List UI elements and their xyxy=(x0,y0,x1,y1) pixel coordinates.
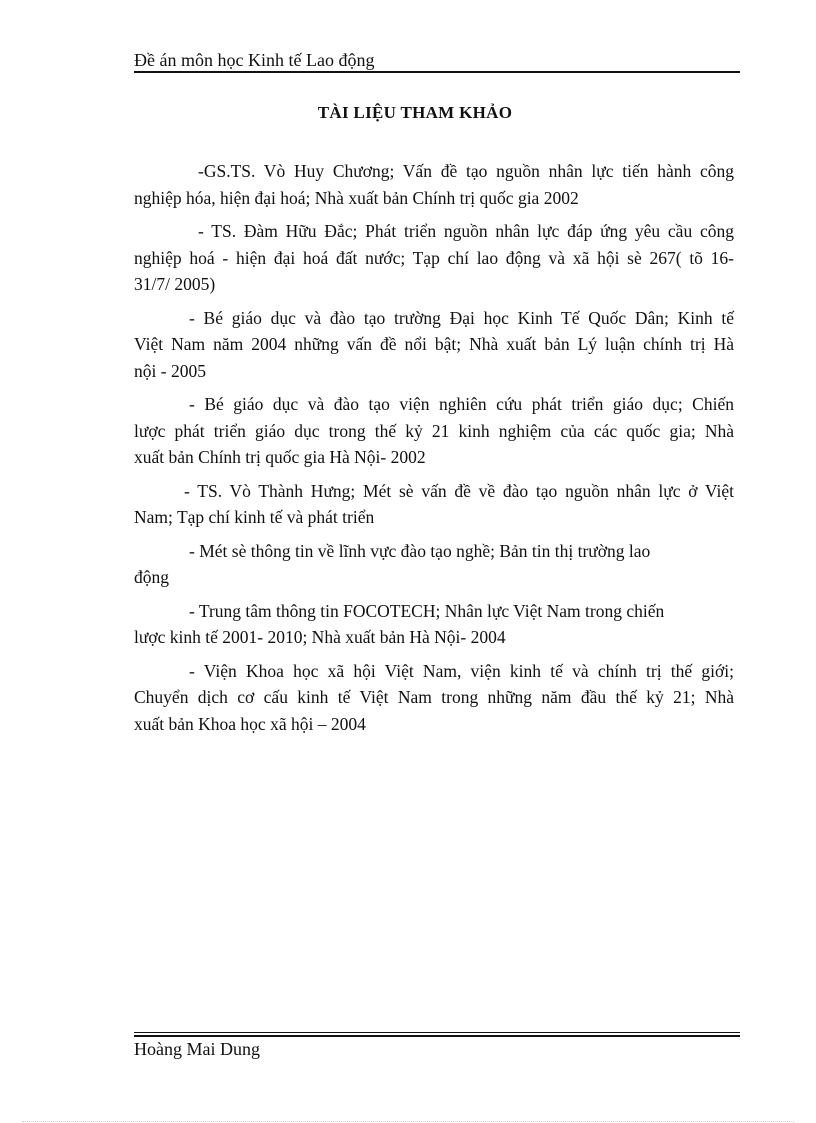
footer-rule xyxy=(134,1032,740,1033)
reference-line: Việt Nam năm 2004 những vấn đề nổi bật; Nhà xuất bản Lý luận chính trị Hà xyxy=(134,334,734,354)
reference-item xyxy=(134,658,734,738)
footer-author: Hoàng Mai Dung xyxy=(134,1039,260,1059)
reference-line: Nam; Tạp chí kinh tế và phát triển xyxy=(134,507,375,527)
reference-item xyxy=(134,305,734,385)
reference-item xyxy=(134,218,734,298)
reference-item xyxy=(134,598,734,651)
reference-line: lược phát triển giáo dục trong thế kỷ 21 kinh nghiệm của các quốc gia; Nhà xyxy=(134,420,734,441)
header-rule xyxy=(134,71,740,73)
reference-item xyxy=(134,538,734,591)
reference-line: - Bé giáo dục và đào tạo viện nghiên cứu phát triển giáo dục; Chiến xyxy=(189,394,734,414)
reference-line: nội - 2005 xyxy=(134,360,206,381)
reference-line: - Viện Khoa học xã hội Việt Nam, viện kinh tế và chính trị thế giới; xyxy=(189,660,734,681)
reference-line: động xyxy=(134,567,169,587)
reference-line: nghiệp hoá - hiện đại hoá đất nước; Tạp chí lao động và xã hội sè 267( tõ 16- xyxy=(134,247,734,268)
header-course-title: Đề án môn học Kinh tế Lao động xyxy=(134,50,375,70)
reference-line: 31/7/ 2005) xyxy=(134,274,216,294)
reference-line: - Bé giáo dục và đào tạo trường Đại học Kinh Tế Quốc Dân; Kinh tế xyxy=(189,307,734,328)
page-title: TÀI LIỆU THAM KHẢO xyxy=(317,103,513,122)
reference-item xyxy=(134,391,734,471)
reference-item xyxy=(134,158,734,211)
reference-line: nghiệp hóa, hiện đại hoá; Nhà xuất bản Chính trị quốc gia 2002 xyxy=(134,187,579,208)
reference-line: - TS. Vò Thành Hưng; Mét sè vấn đề về đào tạo nguồn nhân lực ở Việt xyxy=(184,480,734,501)
reference-line: - TS. Đàm Hữu Đắc; Phát triển nguồn nhân lực đáp ứng yêu cầu công xyxy=(198,221,734,241)
reference-line: xuất bản Khoa học xã hội – 2004 xyxy=(134,713,366,734)
reference-line: lược kinh tế 2001- 2010; Nhà xuất bản Hà Nội- 2004 xyxy=(134,627,506,647)
reference-line: -GS.TS. Vò Huy Chương; Vấn đề tạo nguồn nhân lực tiến hành công xyxy=(198,161,734,181)
reference-line: - Trung tâm thông tin FOCOTECH; Nhân lực Việt Nam trong chiến xyxy=(189,600,665,621)
reference-line: xuất bản Chính trị quốc gia Hà Nội- 2002 xyxy=(134,447,426,467)
footer-rule xyxy=(134,1035,740,1037)
reference-item xyxy=(134,478,734,531)
reference-list xyxy=(134,158,734,744)
page-edge-divider xyxy=(22,1121,794,1122)
reference-line: - Mét sè thông tin về lĩnh vực đào tạo nghề; Bản tin thị trường lao xyxy=(189,540,651,561)
reference-line: Chuyển dịch cơ cấu kinh tế Việt Nam trong những năm đầu thế kỷ 21; Nhà xyxy=(134,687,734,707)
